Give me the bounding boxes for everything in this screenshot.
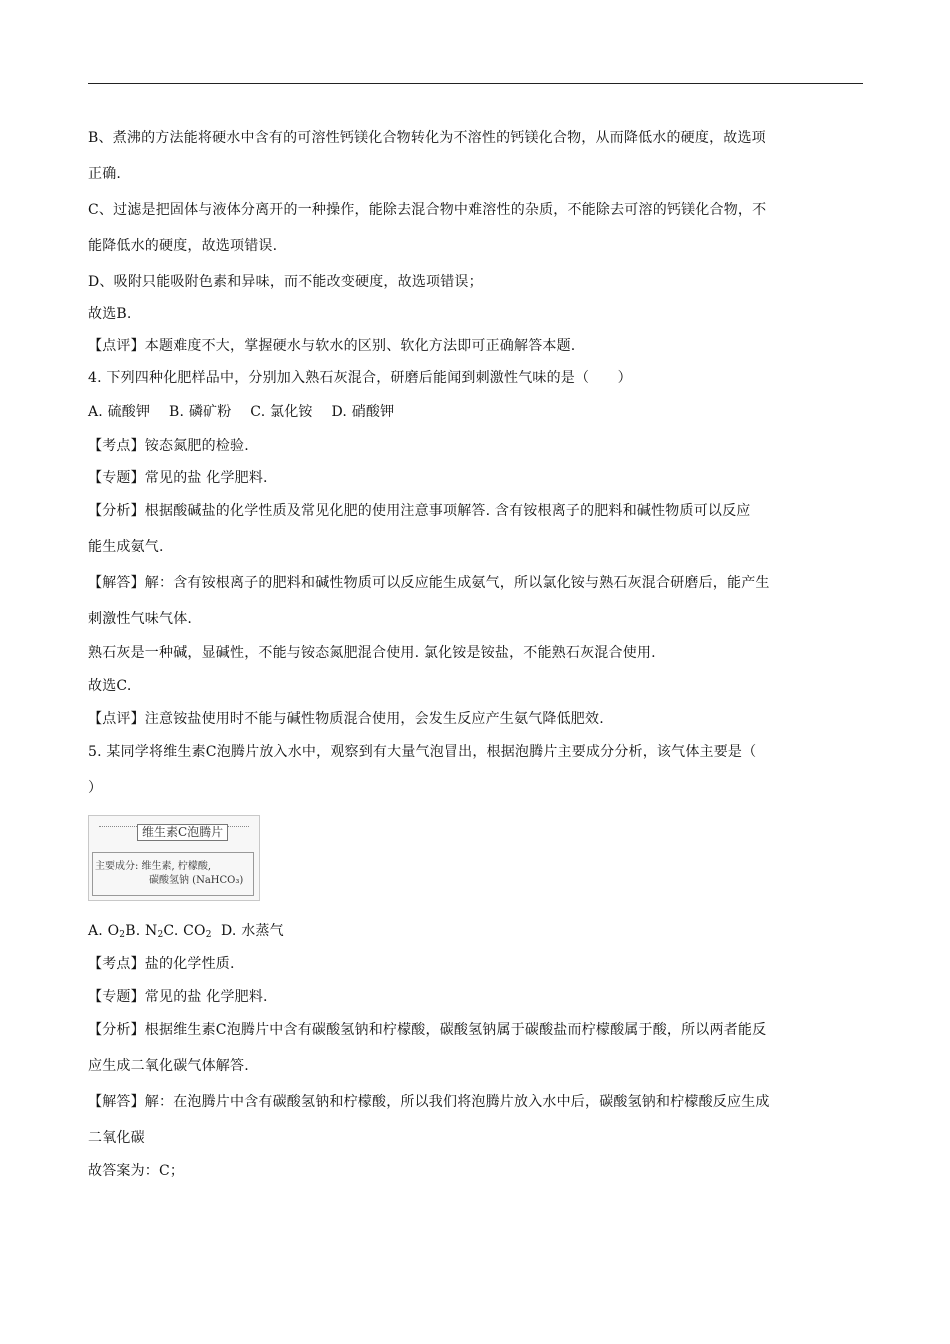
figure-ingredients-line1: 主要成分: 维生素, 柠檬酸, bbox=[95, 861, 212, 872]
text-line: 【点评】本题难度不大，掌握硬水与软水的区别、软化方法即可正确解答本题. bbox=[88, 338, 576, 354]
text-line: 【考点】铵态氮肥的检验. bbox=[88, 438, 249, 454]
option-c-sub: 2 bbox=[205, 930, 212, 940]
text-line: 【专题】常见的盐 化学肥料. bbox=[88, 989, 268, 1005]
text-line: 【点评】注意铵盐使用时不能与碱性物质混合使用，会发生反应产生氨气降低肥效. bbox=[88, 711, 604, 727]
header-rule bbox=[88, 83, 863, 84]
text-line: 【解答】解：在泡腾片中含有碳酸氢钠和柠檬酸，所以我们将泡腾片放入水中后，碳酸氢钠和柠檬酸反应生成 bbox=[88, 1094, 770, 1110]
text-line: 应生成二氧化碳气体解答. bbox=[88, 1058, 249, 1074]
text-line: 能降低水的硬度，故选项错误. bbox=[88, 238, 278, 254]
text-line: 二氧化碳 bbox=[88, 1130, 145, 1146]
text-line: 【考点】盐的化学性质. bbox=[88, 956, 235, 972]
question5-options bbox=[88, 922, 284, 944]
text-line: C、过滤是把固体与液体分离开的一种操作，能除去混合物中难溶性的杂质，不能除去可溶的钙镁化合物，不 bbox=[88, 202, 767, 218]
text-line: 【分析】根据酸碱盐的化学性质及常见化肥的使用注意事项解答. 含有铵根离子的肥料和碱性物质可以反应 bbox=[88, 503, 751, 519]
option-c: C. CO bbox=[163, 923, 206, 939]
option-b-sub: 2 bbox=[157, 930, 164, 940]
text-line: 熟石灰是一种碱，显碱性，不能与铵态氮肥混合使用. 氯化铵是铵盐，不能熟石灰混合使用. bbox=[88, 645, 656, 661]
text-line: 【分析】根据维生素C泡腾片中含有碳酸氢钠和柠檬酸，碳酸氢钠属于碳酸盐而柠檬酸属于酸，所以两者能反 bbox=[88, 1022, 767, 1038]
text-line: 正确. bbox=[88, 166, 122, 182]
text-line: 刺激性气味气体. bbox=[88, 611, 193, 627]
text-line: 故选B. bbox=[88, 306, 132, 322]
text-line: A. 硫酸钾 B. 磷矿粉 C. 氯化铵 D. 硝酸钾 bbox=[88, 404, 395, 420]
text-line: 能生成氨气. bbox=[88, 539, 164, 555]
option-d: D. 水蒸气 bbox=[220, 923, 284, 939]
figure-ingredients-line2: 碳酸氢钠 (NaHCO₃) bbox=[149, 875, 244, 886]
option-b: B. N bbox=[125, 923, 158, 939]
text-line: ） bbox=[88, 780, 103, 796]
figure-label: 维生素C泡腾片 bbox=[137, 824, 228, 841]
option-a: A. O bbox=[88, 923, 120, 939]
option-a-sub: 2 bbox=[119, 930, 126, 940]
vitamin-c-tablet-image bbox=[88, 815, 260, 901]
text-line: B、煮沸的方法能将硬水中含有的可溶性钙镁化合物转化为不溶性的钙镁化合物，从而降低水的硬度，故选项 bbox=[88, 130, 766, 146]
text-line: 【专题】常见的盐 化学肥料. bbox=[88, 470, 268, 486]
text-line: 4. 下列四种化肥样品中，分别加入熟石灰混合，研磨后能闻到刺激性气味的是（ ） bbox=[88, 370, 632, 386]
text-line: 5. 某同学将维生素C泡腾片放入水中，观察到有大量气泡冒出，根据泡腾片主要成分分析，该气体主要是（ bbox=[88, 744, 757, 760]
text-line: D、吸附只能吸附色素和异味，而不能改变硬度，故选项错误； bbox=[88, 274, 483, 290]
text-line: 【解答】解：含有铵根离子的肥料和碱性物质可以反应能生成氨气，所以氯化铵与熟石灰混合研磨后，能产生 bbox=[88, 575, 770, 591]
text-line: 故答案为：C； bbox=[88, 1163, 185, 1179]
text-line: 故选C. bbox=[88, 678, 132, 694]
